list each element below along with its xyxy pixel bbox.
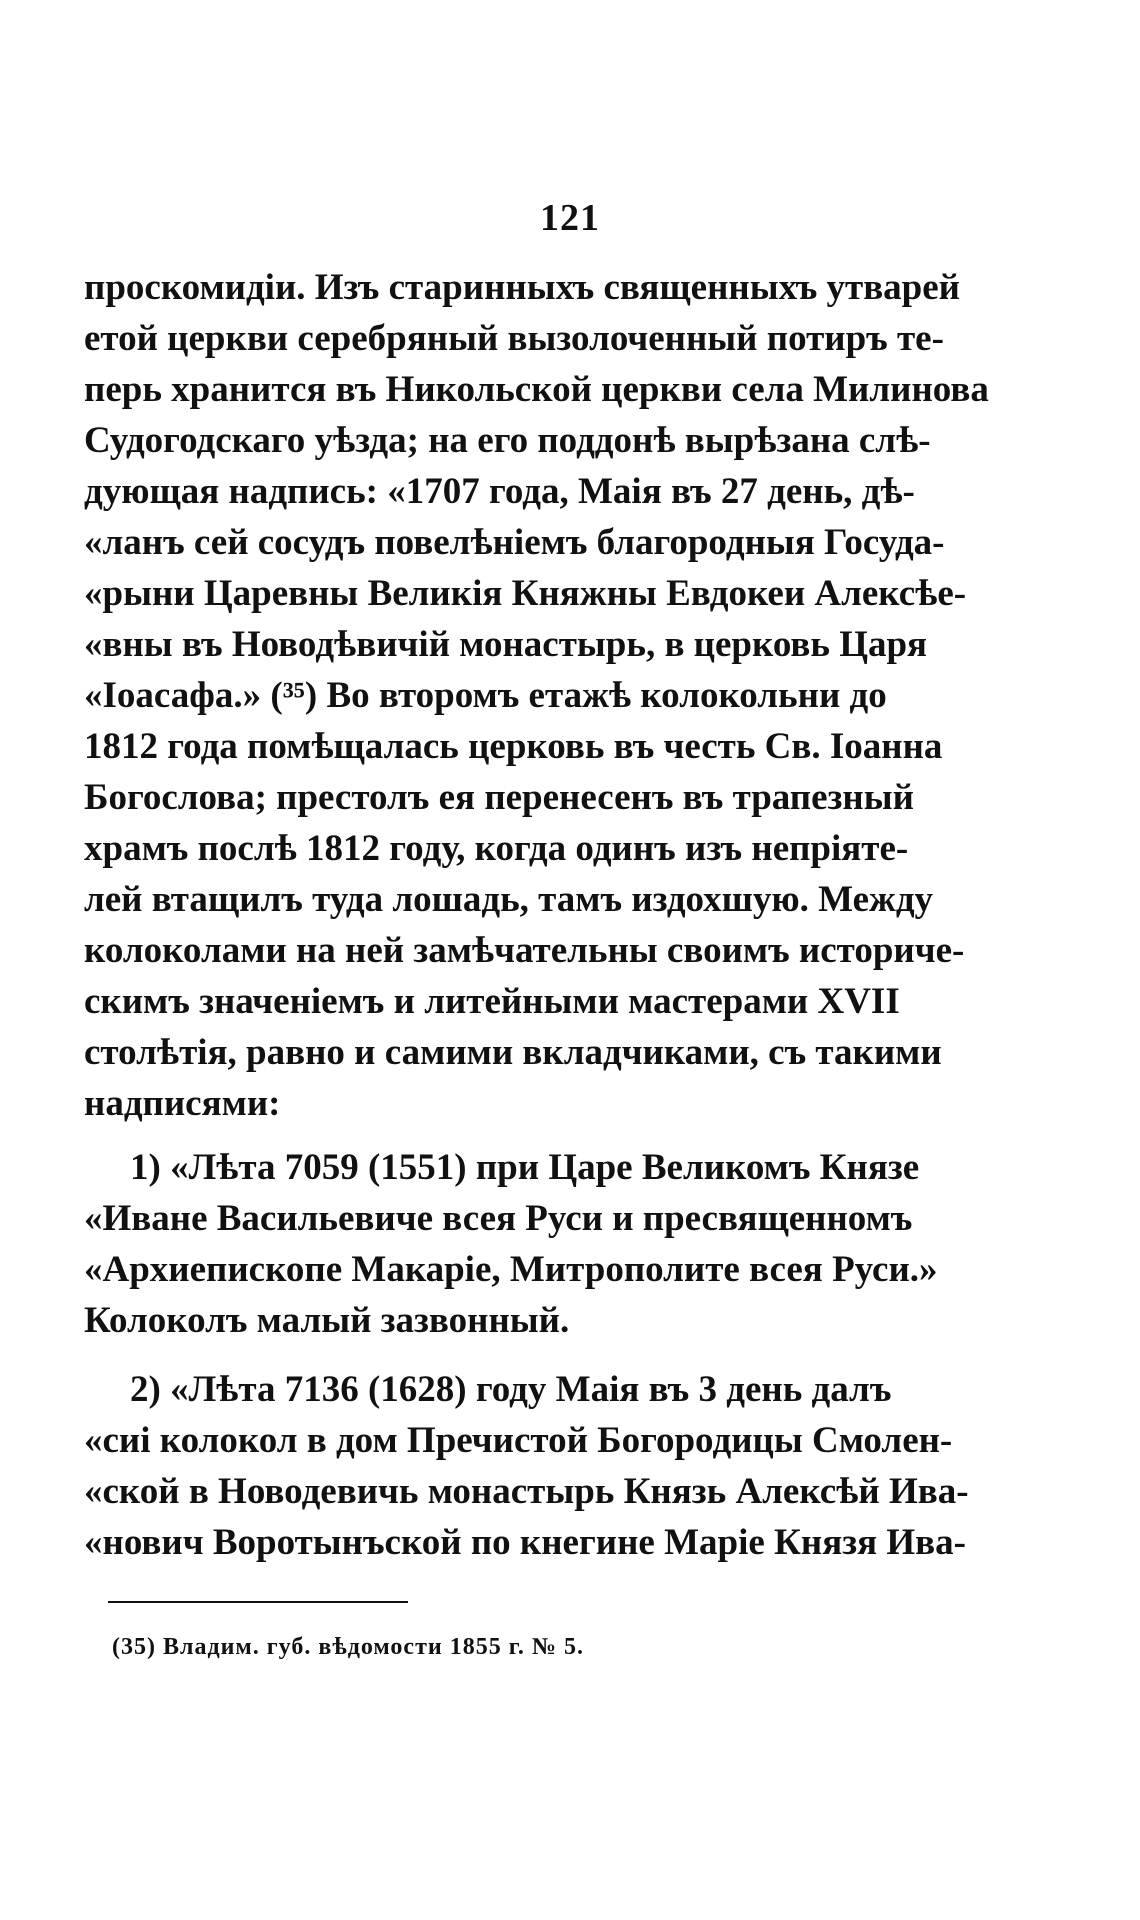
text-line: «сиі колокол в дом Пречистой Богородицы Смолен- <box>84 1420 953 1461</box>
text-line: «Иване Васильевиче всея Руси и пресвященномъ <box>84 1198 913 1239</box>
text-line: 1812 года помѣщалась церковь въ честь Св. Іоанна <box>84 726 943 767</box>
inscription-item-2 <box>84 1364 969 1568</box>
text-line: дующая надпись: «1707 года, Маія въ 27 день, дѣ- <box>84 471 915 512</box>
text-line: храмъ послѣ 1812 году, когда одинъ изъ непріяте- <box>84 828 909 869</box>
text-line: «нович Воротынъской по кнегине Маріе Князя Ива- <box>84 1522 966 1563</box>
inscription-item-1 <box>84 1142 938 1346</box>
text-line: «ланъ сей сосудъ повелѣніемъ благородныя Госуда- <box>84 522 945 563</box>
text-line: Судогодскаго уѣзда; на его поддонѣ вырѣзана слѣ- <box>84 420 931 461</box>
text-line: колоколами на ней замѣчательны своимъ историче- <box>84 930 965 971</box>
text-line: надписями: <box>84 1083 281 1124</box>
footnote-divider <box>108 1601 408 1603</box>
text-line: «ской в Новодевичь монастырь Князь Алексѣй Ива- <box>84 1471 969 1512</box>
main-paragraph <box>84 262 989 1129</box>
text-line: «Іоасафа.» (³⁵) Во второмъ етажѣ колокольни до <box>84 675 887 716</box>
text-line: 2) «Лѣта 7136 (1628) году Маія въ 3 день далъ <box>130 1369 892 1410</box>
page-number: 121 <box>540 197 600 239</box>
text-line: лей втащилъ туда лошадь, тамъ издохшую. Между <box>84 879 934 920</box>
text-line: «Архиепископе Макаріе, Митрополите всея Руси.» <box>84 1249 938 1290</box>
text-line: «вны въ Новодѣвичій монастырь, в церковь Царя <box>84 624 928 665</box>
text-line: Богослова; престолъ ея перенесенъ въ трапезный <box>84 777 914 818</box>
footnote: (35) Владим. губ. вѣдомости 1855 г. № 5. <box>112 1634 585 1660</box>
text-line: 1) «Лѣта 7059 (1551) при Царе Великомъ Князе <box>130 1147 920 1188</box>
text-line: проскомидіи. Изъ старинныхъ священныхъ утварей <box>84 267 961 308</box>
text-line: етой церкви серебряный вызолоченный потиръ те- <box>84 318 944 359</box>
text-line: столѣтія, равно и самими вкладчиками, съ такими <box>84 1032 942 1073</box>
text-line: Колоколъ малый зазвонный. <box>84 1300 570 1341</box>
text-line: «рыни Царевны Великія Княжны Евдокеи Алексѣе- <box>84 573 967 614</box>
text-line: перь хранится въ Никольской церкви села Милинова <box>84 369 989 410</box>
text-line: скимъ значеніемъ и литейными мастерами XVII <box>84 981 900 1022</box>
